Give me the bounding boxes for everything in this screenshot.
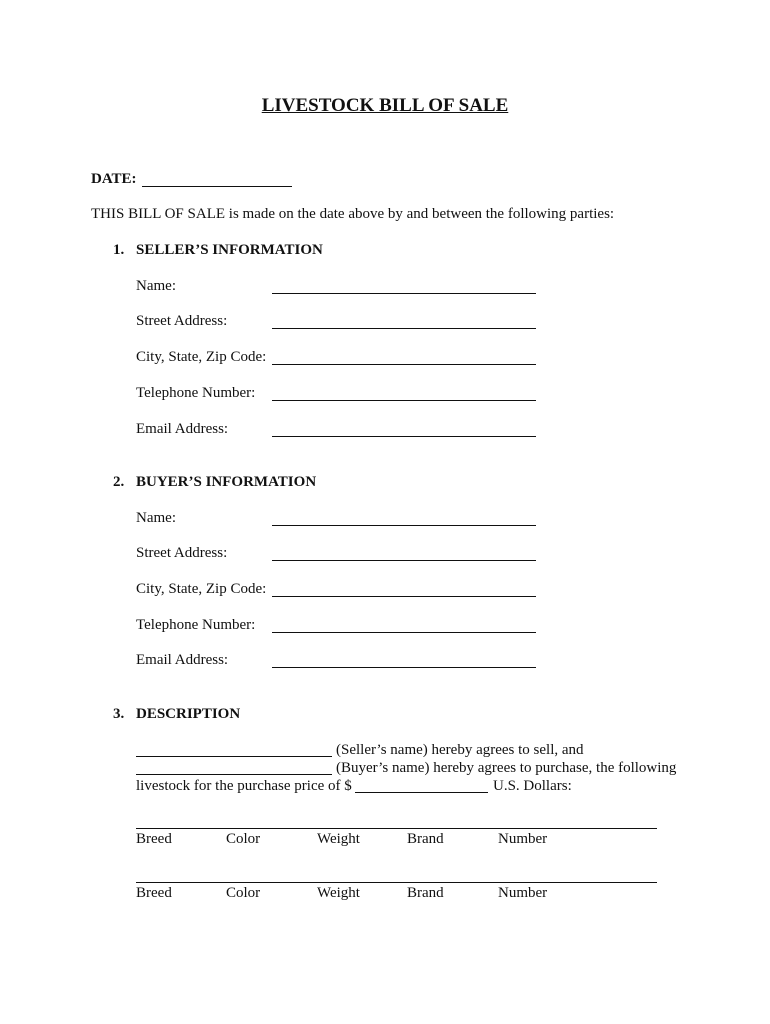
buyer-name-label: Name: (136, 510, 176, 526)
intro-text: THIS BILL OF SALE is made on the date above by and between the following parties: (91, 206, 615, 222)
buyer-street-field[interactable] (272, 560, 536, 561)
seller-street-label: Street Address: (136, 313, 228, 329)
row-1-brand-label: Brand (407, 831, 444, 847)
seller-email-field[interactable] (272, 436, 536, 437)
date-label: DATE: (91, 171, 137, 187)
livestock-row-2-line[interactable] (136, 882, 657, 883)
row-2-breed-label: Breed (136, 885, 172, 901)
document-title: LIVESTOCK BILL OF SALE (261, 95, 509, 116)
row-2-weight-label: Weight (317, 885, 360, 901)
row-1-weight-label: Weight (317, 831, 360, 847)
description-section-heading: DESCRIPTION (136, 706, 241, 722)
livestock-row-1-line[interactable] (136, 828, 657, 829)
seller-phone-label: Telephone Number: (136, 385, 256, 401)
row-2-number-label: Number (498, 885, 548, 901)
purchase-price-blank[interactable] (355, 792, 488, 793)
description-line-2: (Buyer’s name) hereby agrees to purchase, the following (336, 760, 677, 776)
seller-name-label: Name: (136, 278, 176, 294)
description-line-3-prefix: livestock for the purchase price of $ (136, 778, 352, 794)
buyer-phone-field[interactable] (272, 632, 536, 633)
seller-city-label: City, State, Zip Code: (136, 349, 267, 365)
buyer-city-field[interactable] (272, 596, 536, 597)
row-1-number-label: Number (498, 831, 548, 847)
seller-street-field[interactable] (272, 328, 536, 329)
seller-email-label: Email Address: (136, 421, 229, 437)
buyer-name-blank[interactable] (136, 774, 332, 775)
buyer-section-heading: BUYER’S INFORMATION (136, 474, 317, 490)
buyer-email-field[interactable] (272, 667, 536, 668)
seller-section-heading: SELLER’S INFORMATION (136, 242, 323, 258)
row-2-brand-label: Brand (407, 885, 444, 901)
seller-name-field[interactable] (272, 293, 536, 294)
buyer-section-number: 2. (113, 474, 125, 490)
buyer-city-label: City, State, Zip Code: (136, 581, 267, 597)
seller-name-blank[interactable] (136, 756, 332, 757)
row-1-color-label: Color (226, 831, 261, 847)
seller-section-number: 1. (113, 242, 125, 258)
row-1-breed-label: Breed (136, 831, 172, 847)
date-field[interactable] (142, 186, 292, 187)
description-section-number: 3. (113, 706, 125, 722)
row-2-color-label: Color (226, 885, 261, 901)
seller-phone-field[interactable] (272, 400, 536, 401)
description-line-1: (Seller’s name) hereby agrees to sell, and (336, 742, 584, 758)
buyer-email-label: Email Address: (136, 652, 229, 668)
buyer-name-field[interactable] (272, 525, 536, 526)
buyer-street-label: Street Address: (136, 545, 228, 561)
seller-city-field[interactable] (272, 364, 536, 365)
description-line-3-suffix: U.S. Dollars: (493, 778, 572, 794)
buyer-phone-label: Telephone Number: (136, 617, 256, 633)
